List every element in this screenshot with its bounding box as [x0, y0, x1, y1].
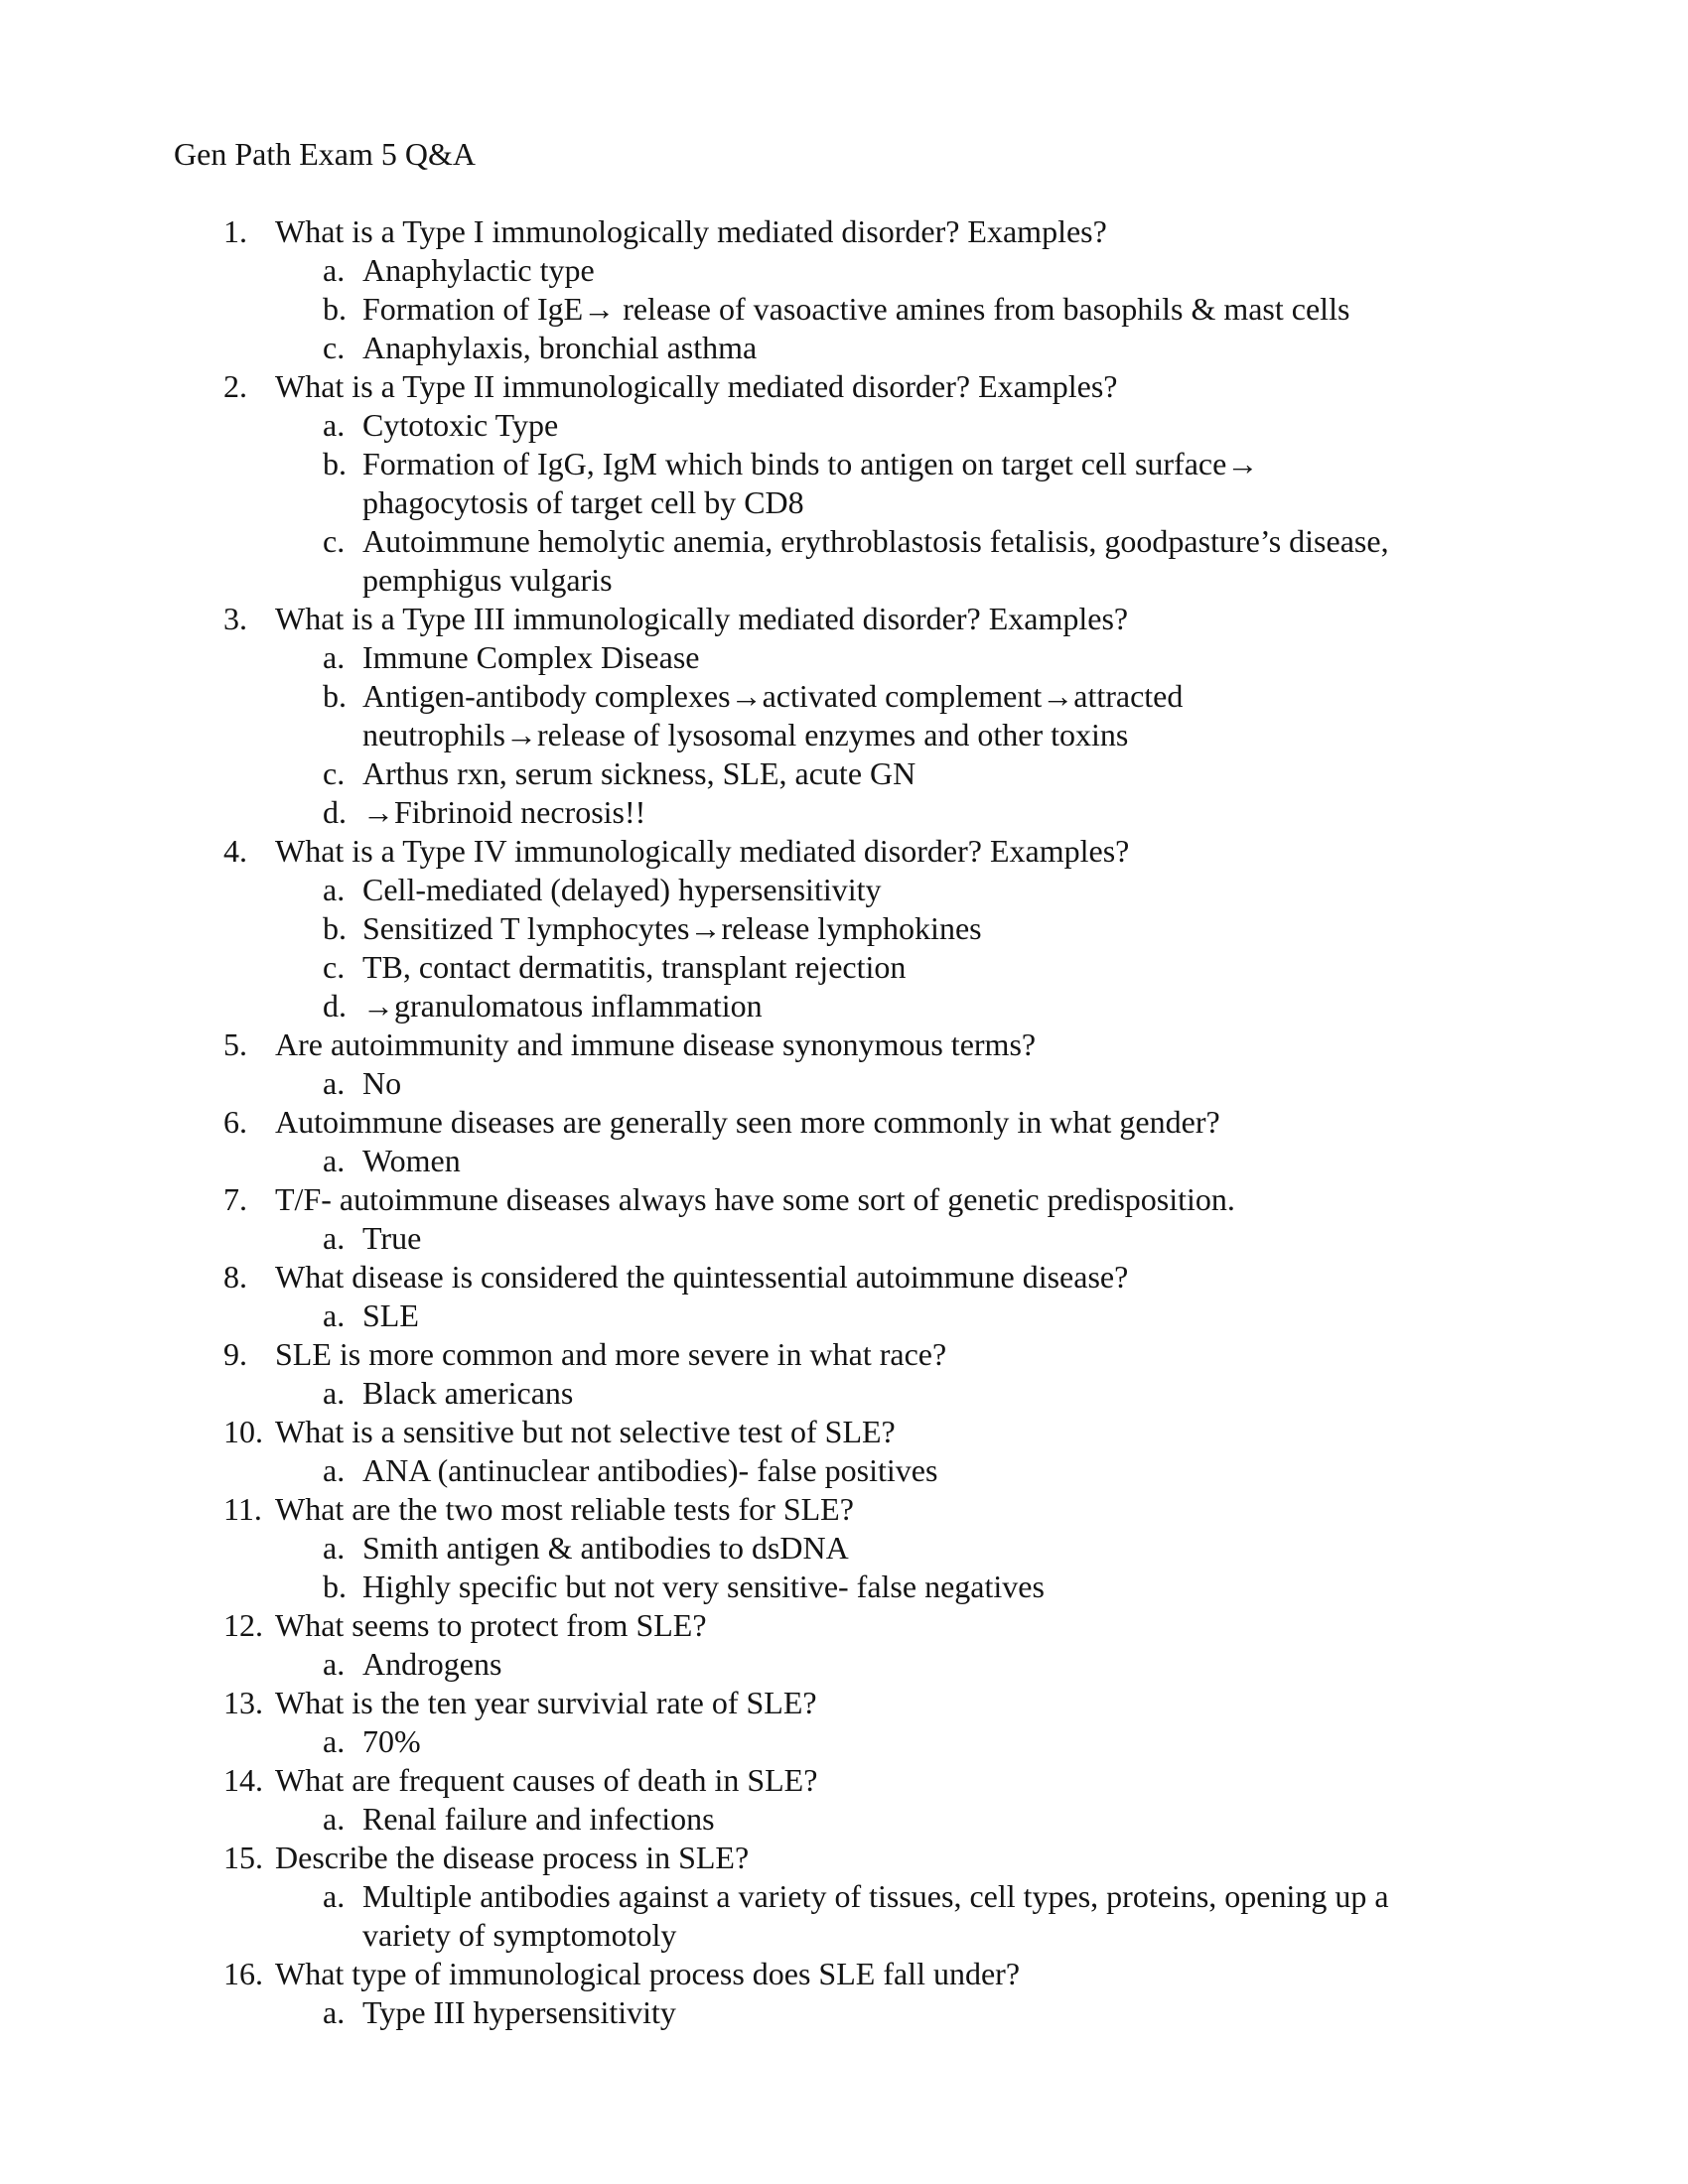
- question-row: [0, 1258, 1688, 1297]
- answer-text: Women: [362, 1143, 461, 1178]
- answer-letter: a.: [323, 1452, 346, 1488]
- answer-continuation-line: phagocytosis of target cell by CD8: [362, 484, 804, 520]
- answer-text: Arthus rxn, serum sickness, SLE, acute GN: [362, 755, 916, 791]
- answer-text: True: [362, 1220, 422, 1256]
- answer-row: [0, 445, 1688, 483]
- answer-letter: a.: [323, 1220, 346, 1256]
- answer-text: ANA (antinuclear antibodies)- false positives: [362, 1452, 938, 1488]
- question-row: [0, 832, 1688, 871]
- question-number: 6.: [223, 1104, 247, 1140]
- answer-letter: a.: [323, 1143, 346, 1178]
- question-number: 12.: [223, 1607, 263, 1643]
- answer-letter: c.: [323, 949, 346, 985]
- answer-letter: a.: [323, 1994, 346, 2030]
- question-number: 4.: [223, 833, 247, 869]
- question-row: [0, 1839, 1688, 1877]
- answer-text: Anaphylaxis, bronchial asthma: [362, 330, 758, 365]
- answer-row: [0, 1374, 1688, 1413]
- answer-letter: b.: [323, 291, 347, 327]
- answer-letter: a.: [323, 1878, 346, 1914]
- answer-text: No: [362, 1065, 402, 1101]
- question-row: [0, 1103, 1688, 1142]
- answer-letter: c.: [323, 523, 346, 559]
- question-text: Autoimmune diseases are generally seen more commonly in what gender?: [275, 1104, 1220, 1140]
- question-text: What is a Type III immunologically mediated disorder? Examples?: [275, 601, 1129, 636]
- answer-text: Cell-mediated (delayed) hypersensitivity: [362, 872, 882, 907]
- answer-row: [0, 1297, 1688, 1335]
- answer-row: [0, 522, 1688, 561]
- answer-row: [0, 1451, 1688, 1490]
- question-number: 1.: [223, 213, 247, 249]
- answer-continuation-line: pemphigus vulgaris: [362, 562, 613, 598]
- question-text: Are autoimmunity and immune disease synonymous terms?: [275, 1026, 1037, 1062]
- answer-letter: a.: [323, 1801, 346, 1837]
- question-text: What disease is considered the quintessential autoimmune disease?: [275, 1259, 1129, 1295]
- answer-text: →Fibrinoid necrosis!!: [362, 794, 646, 830]
- question-row: [0, 1955, 1688, 1993]
- question-number: 3.: [223, 601, 247, 636]
- answer-text: Type III hypersensitivity: [362, 1994, 676, 2030]
- answer-letter: a.: [323, 1723, 346, 1759]
- question-number: 15.: [223, 1840, 263, 1875]
- answer-continuation-line: variety of symptomotoly: [362, 1917, 677, 1953]
- question-row: [0, 1761, 1688, 1800]
- question-row: [0, 1684, 1688, 1722]
- question-text: What is a Type I immunologically mediated disorder? Examples?: [275, 213, 1107, 249]
- answer-text: →granulomatous inflammation: [362, 988, 763, 1024]
- question-row: [0, 1180, 1688, 1219]
- question-text: SLE is more common and more severe in what race?: [275, 1336, 947, 1372]
- question-text: What is the ten year survivial rate of SLE?: [275, 1685, 817, 1720]
- answer-row: [0, 793, 1688, 832]
- question-row: [0, 1025, 1688, 1064]
- answer-text: Autoimmune hemolytic anemia, erythroblastosis fetalisis, goodpasture’s disease,: [362, 523, 1389, 559]
- question-text: What are the two most reliable tests for SLE?: [275, 1491, 854, 1527]
- answer-row: [0, 948, 1688, 987]
- question-text: Describe the disease process in SLE?: [275, 1840, 750, 1875]
- question-number: 13.: [223, 1685, 263, 1720]
- question-row: [0, 1490, 1688, 1529]
- answer-text: Sensitized T lymphocytes→release lymphokines: [362, 910, 982, 946]
- answer-text: Androgens: [362, 1646, 502, 1682]
- answer-letter: d.: [323, 988, 347, 1024]
- answer-text: Highly specific but not very sensitive- false negatives: [362, 1569, 1045, 1604]
- answer-row: [0, 290, 1688, 329]
- answer-text: Black americans: [362, 1375, 574, 1411]
- answer-row: [0, 754, 1688, 793]
- answer-text: Anaphylactic type: [362, 252, 595, 288]
- answer-row: [0, 1993, 1688, 2032]
- answer-letter: b.: [323, 910, 347, 946]
- question-text: T/F- autoimmune diseases always have some sort of genetic predisposition.: [275, 1181, 1235, 1217]
- answer-letter: c.: [323, 330, 346, 365]
- answer-text: Multiple antibodies against a variety of tissues, cell types, proteins, opening up a: [362, 1878, 1389, 1914]
- question-row: [0, 367, 1688, 406]
- answer-text: Immune Complex Disease: [362, 639, 700, 675]
- answer-text: Formation of IgG, IgM which binds to antigen on target cell surface→: [362, 446, 1259, 481]
- question-number: 9.: [223, 1336, 247, 1372]
- answer-letter: a.: [323, 252, 346, 288]
- answer-row: [0, 909, 1688, 948]
- answer-letter: a.: [323, 407, 346, 443]
- answer-letter: a.: [323, 1530, 346, 1566]
- question-text: What seems to protect from SLE?: [275, 1607, 707, 1643]
- answer-text: SLE: [362, 1297, 419, 1333]
- title-spacer: [0, 174, 1688, 212]
- answer-letter: d.: [323, 794, 347, 830]
- answer-text: Renal failure and infections: [362, 1801, 715, 1837]
- answer-row: [0, 1064, 1688, 1103]
- answer-row: [0, 1219, 1688, 1258]
- question-row: [0, 600, 1688, 638]
- answer-row: [0, 1645, 1688, 1684]
- answer-letter: a.: [323, 1297, 346, 1333]
- answer-row: [0, 987, 1688, 1025]
- answer-row: [0, 638, 1688, 677]
- question-text: What is a Type IV immunologically mediated disorder? Examples?: [275, 833, 1130, 869]
- document-title: Gen Path Exam 5 Q&A: [174, 136, 476, 172]
- answer-continuation-line: neutrophils→release of lysosomal enzymes and other toxins: [362, 717, 1129, 752]
- answer-row: [0, 1142, 1688, 1180]
- question-text: What is a Type II immunologically mediated disorder? Examples?: [275, 368, 1118, 404]
- question-number: 7.: [223, 1181, 247, 1217]
- question-row: [0, 1413, 1688, 1451]
- answer-row: [0, 406, 1688, 445]
- answer-text: Cytotoxic Type: [362, 407, 559, 443]
- question-number: 8.: [223, 1259, 247, 1295]
- question-text: What is a sensitive but not selective test of SLE?: [275, 1414, 896, 1449]
- answer-row: [0, 1877, 1688, 1916]
- answer-letter: a.: [323, 639, 346, 675]
- question-number: 11.: [223, 1491, 262, 1527]
- answer-row: [0, 251, 1688, 290]
- answer-row: [0, 677, 1688, 716]
- question-text: What are frequent causes of death in SLE?: [275, 1762, 818, 1798]
- answer-text: Antigen-antibody complexes→activated complement→attracted: [362, 678, 1184, 714]
- answer-letter: b.: [323, 1569, 347, 1604]
- answer-row: [0, 1529, 1688, 1568]
- question-row: [0, 1606, 1688, 1645]
- answer-text: TB, contact dermatitis, transplant rejection: [362, 949, 907, 985]
- answer-text: 70%: [362, 1723, 421, 1759]
- question-text: What type of immunological process does SLE fall under?: [275, 1956, 1021, 1991]
- answer-row: [0, 329, 1688, 367]
- question-number: 16.: [223, 1956, 263, 1991]
- qa-list: [0, 212, 1688, 2032]
- question-row: [0, 212, 1688, 251]
- question-number: 10.: [223, 1414, 263, 1449]
- answer-letter: a.: [323, 1646, 346, 1682]
- answer-text: Smith antigen & antibodies to dsDNA: [362, 1530, 849, 1566]
- question-row: [0, 1335, 1688, 1374]
- answer-row: [0, 1800, 1688, 1839]
- answer-letter: a.: [323, 1065, 346, 1101]
- answer-letter: b.: [323, 446, 347, 481]
- question-number: 2.: [223, 368, 247, 404]
- answer-row: [0, 1568, 1688, 1606]
- answer-letter: c.: [323, 755, 346, 791]
- question-number: 5.: [223, 1026, 247, 1062]
- question-number: 14.: [223, 1762, 263, 1798]
- answer-letter: a.: [323, 872, 346, 907]
- answer-row: [0, 871, 1688, 909]
- answer-row: [0, 1722, 1688, 1761]
- answer-letter: b.: [323, 678, 347, 714]
- answer-text: Formation of IgE→ release of vasoactive amines from basophils & mast cells: [362, 291, 1350, 327]
- answer-letter: a.: [323, 1375, 346, 1411]
